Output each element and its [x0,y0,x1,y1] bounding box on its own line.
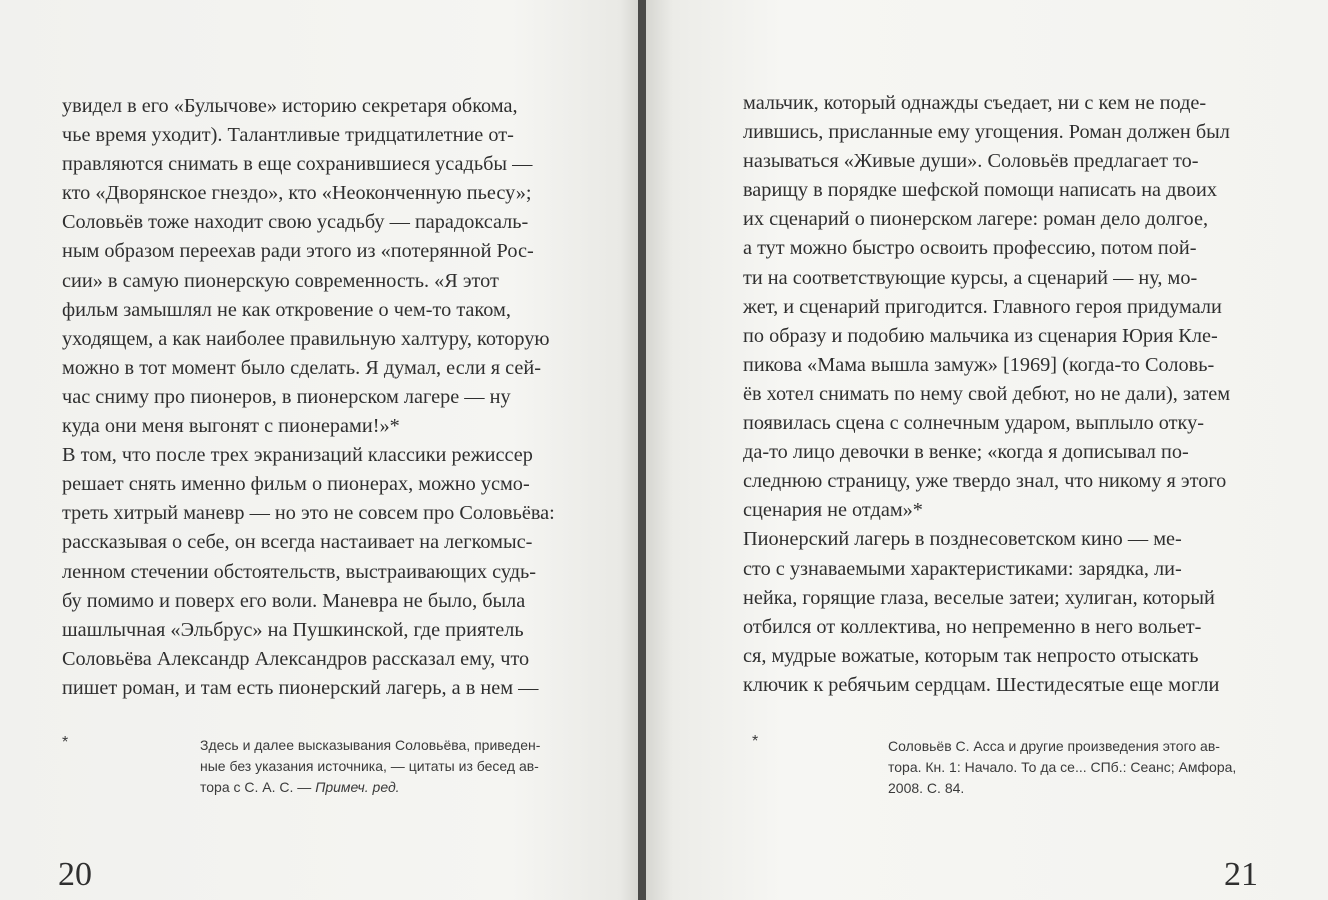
right-page [646,0,1328,900]
footnote-line: ные без указания источника, — цитаты из бесед ав- [200,758,539,774]
footnote-line: 2008. С. 84. [888,780,965,796]
text-line: пишет роман, и там есть пионерский лагерь, а в нем — [62,676,539,699]
footnote-marker: * [62,734,69,751]
text-line: называться «Живые души». Соловьёв предлагает то- [743,150,1199,173]
text-line: ленном стечении обстоятельств, выстраивающих судь- [62,560,537,583]
text-line: появилась сцена с солнечным ударом, выплыло отку- [743,412,1204,435]
text-line: можно в тот момент было сделать. Я думал, если я сей- [62,356,541,379]
text-line: пикова «Мама вышла замуж» [1969] (когда-то Соловь- [743,353,1215,376]
footnote-line: тора. Кн. 1: Начало. То да се... СПб.: Сеанс; Амфора, [888,759,1237,775]
text-line: куда они меня выгонят с пионерами!»* [62,415,400,438]
text-line: Соловьёв тоже находит свою усадьбу — парадоксаль- [62,211,529,234]
footnote-line: Здесь и далее высказывания Соловьёва, приведен- [200,737,541,753]
page-number: 21 [1224,856,1258,893]
text-line: сии» в самую пионерскую современность. «Я этот [62,269,499,292]
text-line: ёв хотел снимать по нему свой дебют, но не дали), затем [743,382,1231,405]
text-line: их сценарий о пионерском лагере: роман дело долгое, [743,208,1209,231]
text-line: шашлычная «Эльбрус» на Пушкинской, где приятель [62,618,524,641]
text-line: отбился от коллектива, но непременно в него вольет- [743,615,1202,638]
footnote [200,735,540,798]
text-line: нейка, горящие глаза, веселые затеи; хулиган, который [743,586,1215,609]
text-line: чье время уходит). Талантливые тридцатилетние от- [62,124,514,147]
text-line: кто «Дворянское гнездо», кто «Неоконченную пьесу»; [62,182,532,205]
text-line: уходящем, а как наиболее правильную халтуру, которую [62,327,550,350]
text-line: по образу и подобию мальчика из сценария Юрия Кле- [743,324,1218,347]
text-line: ключик к ребячьим сердцам. Шестидесятые еще могли [743,673,1220,696]
text-line: сценария не отдам»* [743,499,923,522]
right-body-text [743,89,1230,700]
text-line: правляются снимать в еще сохранившиеся усадьбы — [62,153,533,176]
text-line: В том, что после трех экранизаций классики режиссер [62,444,533,467]
text-line: да-то лицо девочки в венке; «когда я дописывал по- [743,441,1189,464]
text-line: а тут можно быстро освоить профессию, потом пой- [743,237,1197,260]
footnote [888,736,1236,799]
text-line: следнюю страницу, уже твердо знал, что никому я этого [743,470,1227,493]
footnote-line [200,777,540,798]
left-body-text [62,92,555,703]
text-line: лившись, присланные ему угощения. Роман должен был [743,121,1230,144]
footnote-line-text: тора с С. А. С. — [200,779,316,795]
text-line: сто с узнаваемыми характеристиками: зарядка, ли- [743,557,1182,580]
text-line: рассказывая о себе, он всегда настаивает на легкомыс- [62,531,533,554]
text-line: увидел в его «Булычове» историю секретаря обкома, [62,95,518,117]
text-line: Соловьёва Александр Александров рассказал ему, что [62,647,530,670]
text-line: ти на соответствующие курсы, а сценарий — ну, мо- [743,266,1198,289]
editor-note: Примеч. ред. [315,779,400,795]
text-line: ным образом переехав ради этого из «потерянной Рос- [62,240,534,263]
text-line: решает снять именно фильм о пионерах, можно усмо- [62,473,530,496]
left-page [0,0,640,900]
text-line: жет, и сценарий пригодится. Главного героя придумали [743,295,1222,318]
footnote-line: Соловьёв С. Асса и другие произведения этого ав- [888,738,1220,754]
text-line: Пионерский лагерь в позднесоветском кино — ме- [743,528,1182,551]
text-line: фильм замышлял не как откровение о чем-то таком, [62,298,511,321]
page-number: 20 [58,856,92,893]
text-line: мальчик, который однажды съедает, ни с кем не поде- [743,92,1207,114]
text-line: бу помимо и поверх его воли. Маневра не было, была [62,589,526,612]
text-line: ся, мудрые вожатые, которым так непросто отыскать [743,644,1199,667]
text-line: варищу в порядке шефской помощи написать на двоих [743,179,1218,202]
text-line: час сниму про пионеров, в пионерском лагере — ну [62,385,511,408]
footnote-marker: * [752,733,759,750]
text-line: треть хитрый маневр — но это не совсем про Соловьёва: [62,502,555,525]
